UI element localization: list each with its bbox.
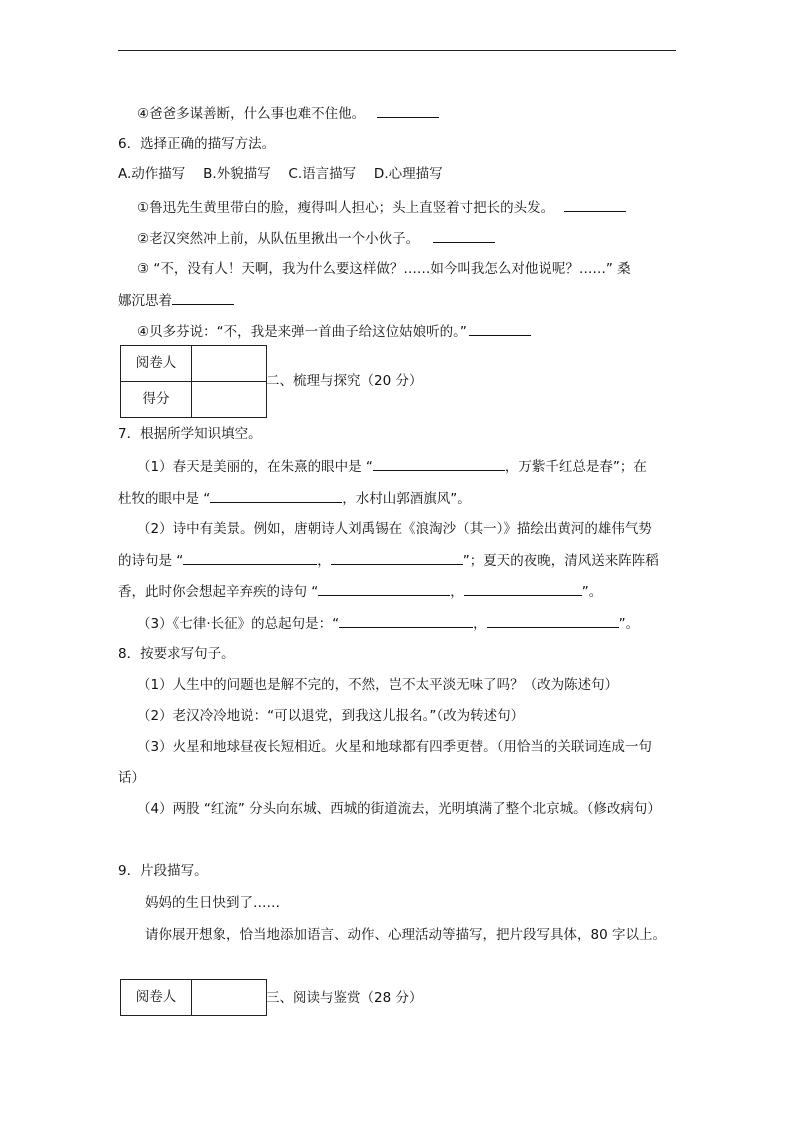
section3-title: 三、阅读与鉴赏（28 分） bbox=[266, 990, 423, 1006]
answer-blank[interactable] bbox=[564, 199, 626, 212]
q6-item-3-cont-text: 娜沉思着 bbox=[118, 293, 172, 309]
q7-line-6 bbox=[137, 615, 639, 633]
q7-line-6-c: ”。 bbox=[618, 616, 640, 632]
q7-line-1-a: （1）春天是美丽的，在朱熹的眼中是 “ bbox=[137, 459, 373, 475]
answer-blank[interactable] bbox=[210, 490, 342, 503]
q7-line-5-a: 香，此时你会想起辛弃疾的诗句 “ bbox=[118, 584, 319, 600]
q6-item-3: ③ “不，没有人！天啊，我为什么要这样做？……如今叫我怎么对他说呢？……” 桑 bbox=[137, 261, 631, 277]
q8-sentence-1: （1）人生中的问题也是解不完的，不然，岂不太平淡无味了吗？（改为陈述句） bbox=[137, 677, 619, 693]
answer-blank[interactable] bbox=[433, 230, 495, 243]
answer-blank[interactable] bbox=[464, 583, 582, 596]
answer-blank[interactable] bbox=[183, 552, 317, 565]
header-rule bbox=[118, 50, 676, 51]
score-label: 得分 bbox=[121, 382, 192, 418]
q6-options: A.动作描写 B.外貌描写 C.语言描写 D.心理描写 bbox=[118, 166, 443, 182]
q7-title: 7．根据所学知识填空。 bbox=[118, 426, 262, 442]
answer-blank[interactable] bbox=[172, 292, 234, 305]
section2-score-box bbox=[120, 345, 267, 418]
q9-instruction: 请你展开想象，恰当地添加语言、动作、心理活动等描写，把片段写具体，80 字以上。 bbox=[145, 927, 666, 943]
answer-blank[interactable] bbox=[339, 615, 473, 628]
score-cell[interactable] bbox=[192, 382, 267, 418]
q9-prompt: 妈妈的生日快到了…… bbox=[145, 895, 280, 911]
q6-item-2 bbox=[137, 230, 495, 248]
q8-sentence-2: （2）老汉冷冷地说：“可以退党，到我这儿报名。”（改为转述句） bbox=[137, 708, 525, 724]
q8-sentence-4: （4）两股 “红流” 分头向东城、西城的街道流去，光明填满了整个北京城。（修改病句） bbox=[137, 801, 661, 817]
q5-item-4 bbox=[137, 105, 439, 123]
q7-line-2-a: 杜牧的眼中是 “ bbox=[118, 491, 211, 507]
q9-title: 9．片段描写。 bbox=[118, 863, 208, 879]
reviewer-label: 阅卷人 bbox=[121, 346, 192, 382]
q7-line-6-a: （3）《七律·长征》的总起句是：“ bbox=[137, 616, 340, 632]
q6-item-3-cont bbox=[118, 292, 234, 310]
q6-item-1-text: ①鲁迅先生黄里带白的脸，瘦得叫人担心；头上直竖着寸把长的头发。 bbox=[137, 200, 555, 216]
q6-item-4 bbox=[137, 323, 531, 341]
section2-title: 二、梳理与探究（20 分） bbox=[266, 373, 423, 389]
q8-sentence-3-cont: 话） bbox=[118, 770, 145, 786]
q6-item-4-text: ④贝多芬说：“不，我是来弹一首曲子给这位姑娘听的。” bbox=[137, 324, 467, 340]
q7-line-3: （2）诗中有美景。例如，唐朝诗人刘禹锡在《浪淘沙（其一）》描绘出黄河的雄伟气势 bbox=[137, 521, 652, 537]
reviewer-cell[interactable] bbox=[192, 980, 267, 1016]
reviewer-cell[interactable] bbox=[192, 346, 267, 382]
q7-line-5 bbox=[118, 583, 602, 601]
answer-blank[interactable] bbox=[469, 323, 531, 336]
q5-item-4-text: ④爸爸多谋善断，什么事也难不住他。 bbox=[137, 106, 366, 122]
answer-blank[interactable] bbox=[318, 583, 450, 596]
answer-blank[interactable] bbox=[487, 615, 619, 628]
q8-title: 8．按要求写句子。 bbox=[118, 646, 235, 662]
q6-item-2-text: ②老汉突然冲上前，从队伍里揪出一个小伙子。 bbox=[137, 231, 420, 247]
q7-line-4 bbox=[118, 552, 659, 570]
section3-score-box bbox=[120, 979, 267, 1016]
q7-line-1 bbox=[137, 458, 647, 476]
q7-line-4-a: 的诗句是 “ bbox=[118, 553, 184, 569]
q7-line-4-b: ， bbox=[317, 553, 331, 569]
answer-blank[interactable] bbox=[373, 458, 505, 471]
q7-line-4-c: ”；夏天的夜晚，清风送来阵阵稻 bbox=[462, 553, 659, 569]
q6-item-1 bbox=[137, 199, 626, 217]
answer-blank[interactable] bbox=[331, 552, 463, 565]
q7-line-5-b: ， bbox=[450, 584, 464, 600]
q7-line-6-b: ， bbox=[473, 616, 487, 632]
q7-line-2 bbox=[118, 490, 471, 508]
q7-line-5-c: ”。 bbox=[581, 584, 603, 600]
reviewer-label: 阅卷人 bbox=[121, 980, 192, 1016]
q6-title: 6．选择正确的描写方法。 bbox=[118, 136, 276, 152]
q7-line-2-b: ，水村山郭酒旗风”。 bbox=[342, 491, 471, 507]
answer-blank[interactable] bbox=[377, 105, 439, 118]
q7-line-1-b: ，万紫千红总是春”；在 bbox=[504, 459, 647, 475]
q8-sentence-3: （3）火星和地球昼夜长短相近。火星和地球都有四季更替。（用恰当的关联词连成一句 bbox=[137, 739, 652, 755]
